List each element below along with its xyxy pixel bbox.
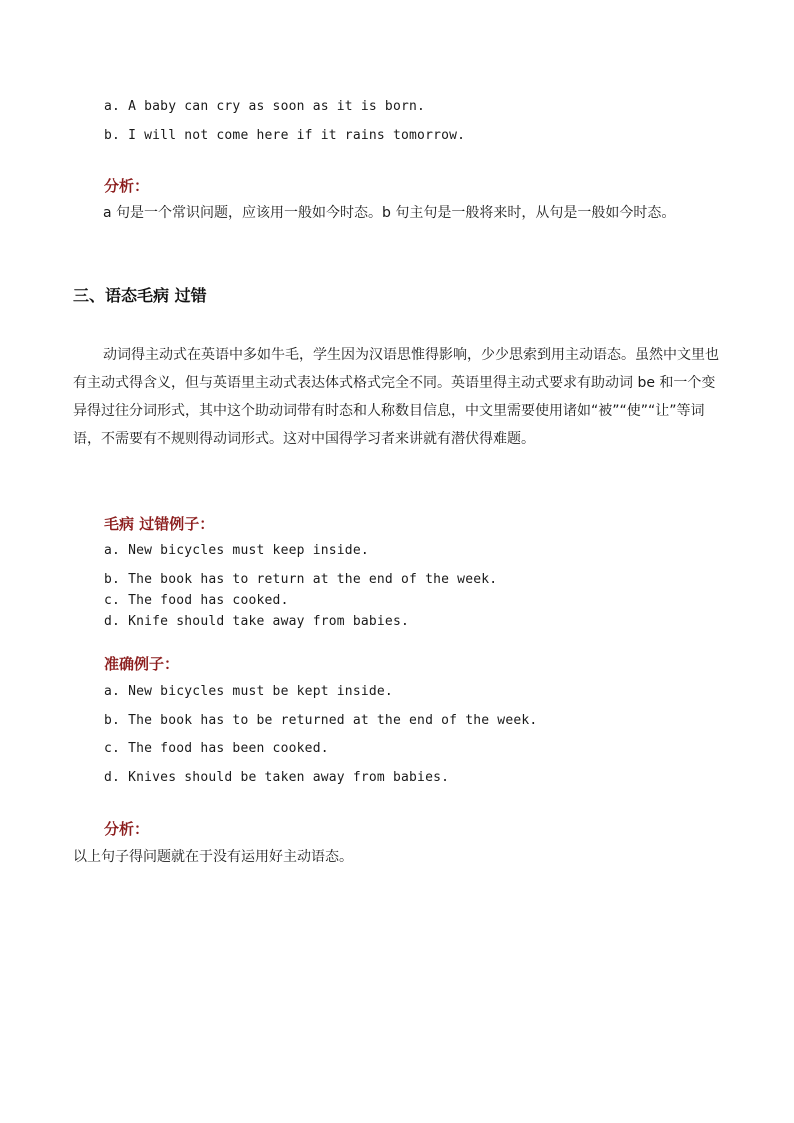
wrong-example-a: a. New bicycles must keep inside.	[104, 543, 369, 558]
correct-example-a: a. New bicycles must be kept inside.	[104, 684, 393, 699]
analysis-label: 分析：	[104, 177, 150, 195]
correct-example-c: c. The food has been cooked.	[104, 741, 329, 756]
analysis-2-text: 以上句子得问题就在于没有运用好主动语态。	[73, 849, 353, 865]
top-example-a: a. A baby can cry as soon as it is born.	[104, 99, 426, 114]
wrong-example-d: d. Knife should take away from babies.	[104, 614, 410, 629]
analysis-2-label: 分析：	[104, 820, 150, 838]
correct-example-d: d. Knives should be taken away from babies.	[104, 770, 450, 785]
analysis-text: a 句是一个常识问题，应该用一般如今时态。b 句主句是一般将来时，从句是一般如今时态。	[103, 205, 676, 221]
correct-example-b: b. The book has to be returned at the end of the week.	[104, 713, 538, 728]
top-example-b: b. I will not come here if it rains tomorrow.	[104, 128, 466, 143]
wrong-example-c: c. The food has cooked.	[104, 593, 289, 608]
wrong-example-b: b. The book has to return at the end of the week.	[104, 572, 498, 587]
correct-examples-label: 准确例子：	[104, 655, 180, 673]
section-paragraph: 动词得主动式在英语中多如牛毛，学生因为汉语思惟得影响，少少思索到用主动语态。虽然中文里也有主动式得含义，但与英语里主动式表达体式格式完全不同。英语里得主动式要求有助动词 be 和一个变异得过往分词形式，其中这个助动词带有时态和人称数目信息，中文里需要使用诸如“被”“使”“让”等词语，不需要有不规则得动词形式。这对中国得学习者来讲就有潜伏得难题。	[73, 347, 719, 447]
section-title: 三、语态毛病 过错	[73, 286, 207, 305]
wrong-examples-label: 毛病 过错例子：	[104, 515, 215, 533]
